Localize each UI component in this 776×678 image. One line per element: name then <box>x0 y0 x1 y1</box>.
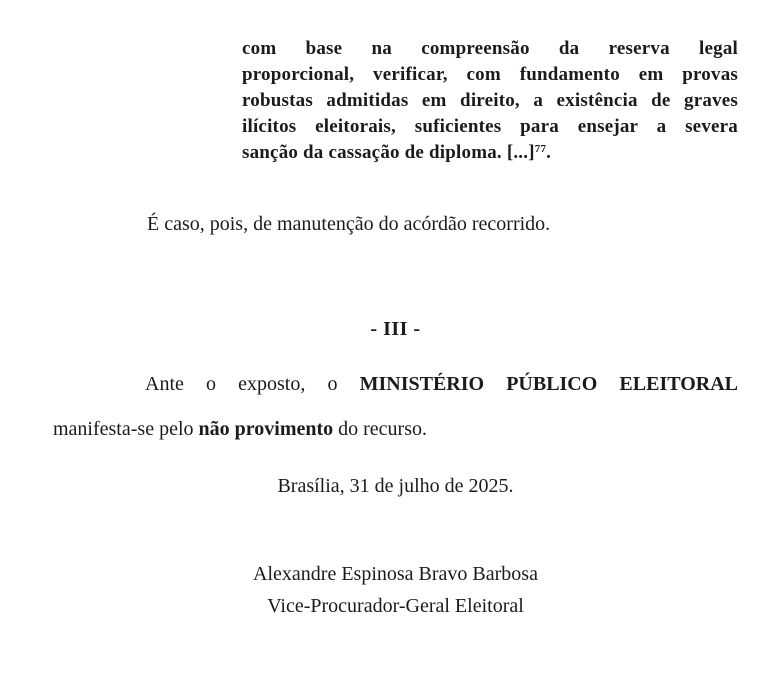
quote-closing-period: . <box>546 142 552 163</box>
quote-line: com base na compreensão da reserva legal <box>242 38 738 59</box>
quote-line: proporcional, verificar, com fundamento em provas <box>242 64 738 85</box>
conclusion-line-2 <box>53 407 738 452</box>
conclusion-line2-post: do recurso. <box>333 418 427 440</box>
conclusion-lead-text: Ante o exposto, o <box>145 373 360 395</box>
conclusion-line2-pre: manifesta-se pelo <box>53 418 199 440</box>
block-quote <box>242 36 738 166</box>
section-heading-iii: - III - <box>370 318 421 340</box>
paragraph-conclusion <box>53 362 738 452</box>
conclusion-org-name: MINISTÉRIO PÚBLICO ELEITORAL <box>359 373 738 395</box>
place-date-line: Brasília, 31 de julho de 2025. <box>277 475 514 497</box>
footnote-reference: 77 <box>534 143 547 155</box>
quote-last-line-text: sanção da cassação de diploma. [...] <box>242 142 535 163</box>
quote-line-last <box>242 140 738 166</box>
signature-title: Vice-Procurador-Geral Eleitoral <box>267 595 524 617</box>
signature-name: Alexandre Espinosa Bravo Barbosa <box>253 563 538 585</box>
conclusion-ruling: não provimento <box>198 418 334 440</box>
signature-block <box>53 558 738 622</box>
conclusion-line-1 <box>53 362 738 407</box>
quote-line: robustas admitidas em direito, a existência de graves <box>242 90 738 111</box>
paragraph-maintenance: É caso, pois, de manutenção do acórdão recorrido. <box>147 213 551 235</box>
quote-line: ilícitos eleitorais, suficientes para ensejar a severa <box>242 116 738 137</box>
